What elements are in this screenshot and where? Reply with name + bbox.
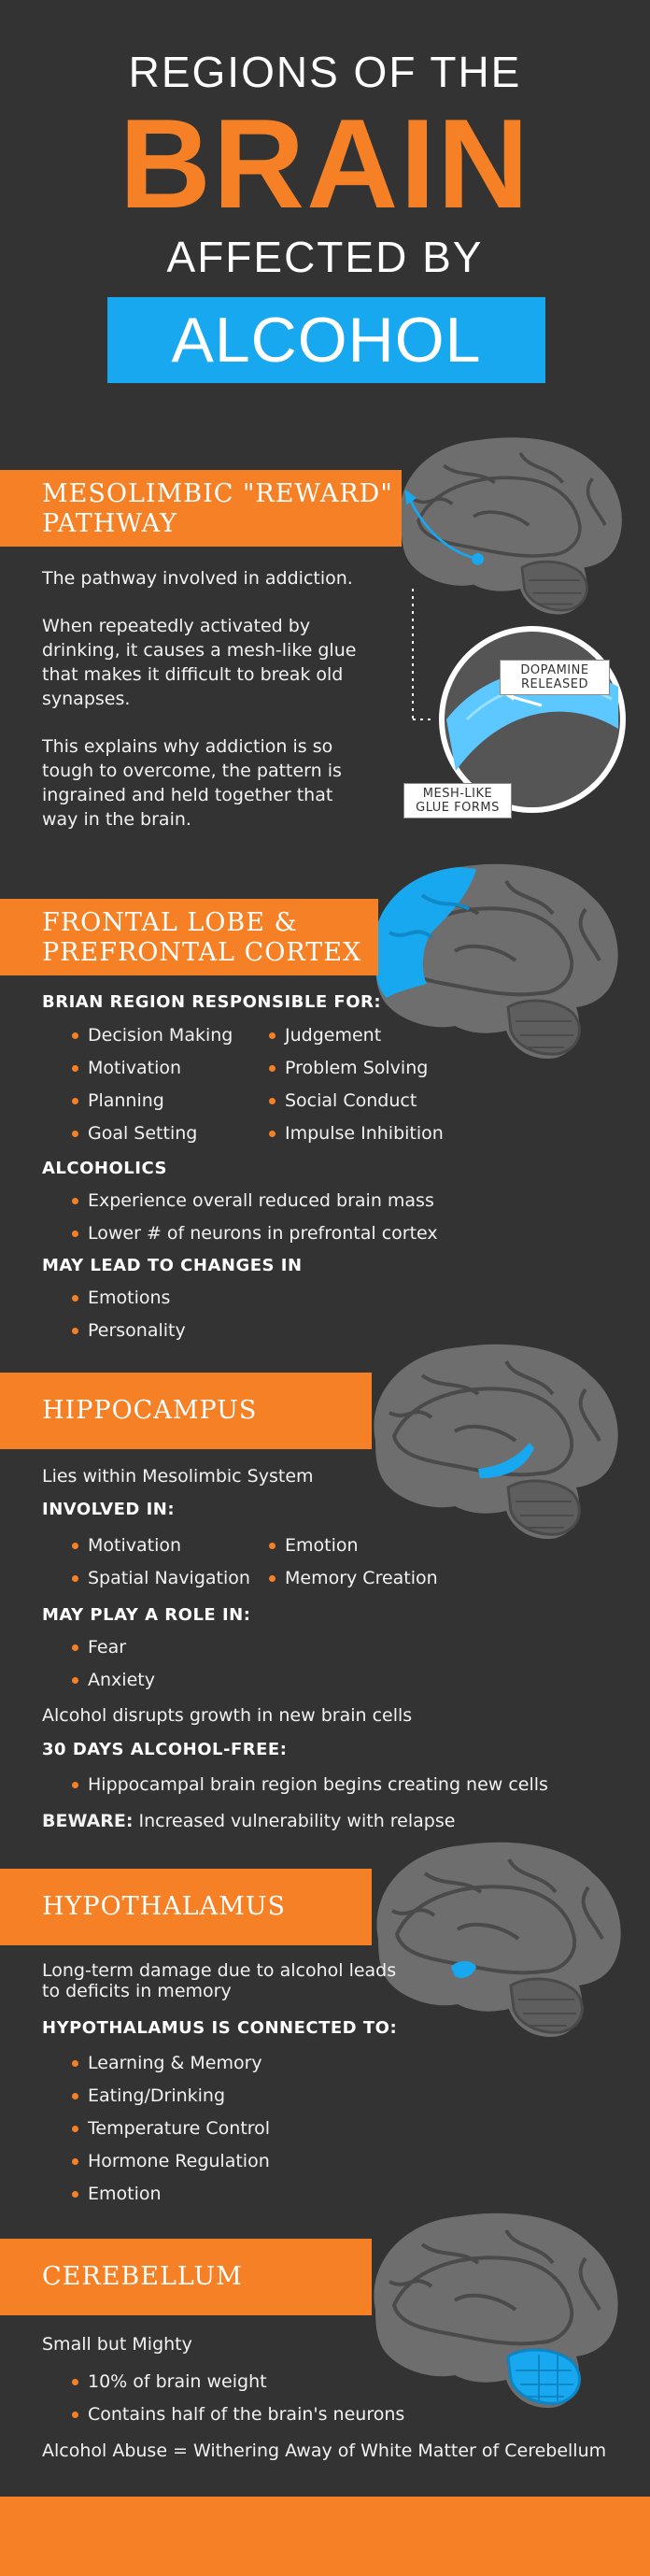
hypothalamus-title-band [0, 1869, 372, 1945]
mesolimbic-p2-line: When repeatedly activated by [42, 616, 311, 636]
list-item: 10% of brain weight [88, 2371, 267, 2392]
mesolimbic-p2 [42, 614, 356, 711]
list-item: Temperature Control [88, 2118, 271, 2139]
mesolimbic-p3-line: This explains why addiction is so [42, 736, 333, 757]
beware-text: Increased vulnerability with relapse [138, 1811, 456, 1831]
list-item: Emotions [88, 1288, 171, 1308]
mesh-tag-line-2: GLUE FORMS [416, 801, 500, 815]
list-item: Hormone Regulation [88, 2151, 270, 2171]
brain-frontal-image [366, 858, 628, 1063]
frontal-heading-alcoholics: ALCOHOLICS [42, 1159, 167, 1178]
brain-hippocampus-image [366, 1338, 628, 1544]
hippocampus-title: HIPPOCAMPUS [42, 1396, 258, 1425]
beware-label: BEWARE: [42, 1811, 134, 1831]
frontal-title-band [0, 899, 378, 975]
mesolimbic-title-band [0, 470, 402, 547]
mesolimbic-title-line-1: MESOLIMBIC "REWARD" [42, 479, 393, 508]
hypothalamus-intro-line: to deficits in memory [42, 1981, 232, 2001]
list-item: Eating/Drinking [88, 2085, 226, 2106]
list-item: Judgement [285, 1025, 382, 1046]
title-line-1: REGIONS OF THE [128, 48, 522, 96]
cerebellum-intro: Small but Mighty [42, 2334, 192, 2355]
hippocampus-heading-involved: INVOLVED IN: [42, 1500, 176, 1519]
list-item: Emotion [285, 1535, 359, 1556]
list-item: Planning [88, 1090, 164, 1111]
brain-cerebellum-image [366, 2207, 628, 2412]
hippocampus-beware [42, 1809, 455, 1833]
title-line-2: BRAIN [119, 93, 531, 235]
list-item: Learning & Memory [88, 2053, 262, 2073]
frontal-heading-responsible: BRIAN REGION RESPONSIBLE FOR: [42, 992, 382, 1012]
list-item: Decision Making [88, 1025, 233, 1046]
frontal-heading-changes: MAY LEAD TO CHANGES IN [42, 1256, 303, 1275]
hippocampus-heading-role: MAY PLAY A ROLE IN: [42, 1605, 251, 1625]
hippocampus-intro: Lies within Mesolimbic System [42, 1466, 314, 1487]
list-item: Memory Creation [285, 1568, 438, 1588]
list-item: Motivation [88, 1058, 182, 1078]
list-item: Hippocampal brain region begins creating new cells [88, 1774, 548, 1795]
list-item: Experience overall reduced brain mass [88, 1190, 434, 1211]
list-item: Lower # of neurons in prefrontal cortex [88, 1223, 438, 1244]
list-item: Spatial Navigation [88, 1568, 250, 1588]
footer-band [0, 2497, 650, 2576]
mesolimbic-p2-line: that makes it difficult to break old [42, 664, 344, 685]
hippocampus-title-band [0, 1373, 372, 1449]
hippocampus-disrupts: Alcohol disrupts growth in new brain cells [42, 1705, 413, 1726]
cerebellum-title-band [0, 2239, 372, 2315]
list-item: Emotion [88, 2184, 162, 2204]
mesolimbic-p3-line: way in the brain. [42, 809, 191, 830]
list-item: Impulse Inhibition [285, 1123, 444, 1144]
mesolimbic-title-line-2: PATHWAY [42, 509, 177, 538]
list-item: Anxiety [88, 1670, 155, 1690]
frontal-title-line-2: PREFRONTAL CORTEX [42, 938, 362, 967]
list-item: Social Conduct [285, 1090, 417, 1111]
hippocampus-heading-30days: 30 DAYS ALCOHOL-FREE: [42, 1740, 288, 1759]
mesh-glue-tag [403, 783, 512, 818]
brain-hypothalamus-image [369, 1836, 630, 2042]
cerebellum-title: CEREBELLUM [42, 2262, 243, 2291]
list-item: Personality [88, 1320, 186, 1341]
dopamine-tag-line-1: DOPAMINE [520, 663, 589, 677]
mesolimbic-p3-line: tough to overcome, the pattern is [42, 761, 342, 781]
mesolimbic-p2-line: synapses. [42, 689, 131, 709]
frontal-title-line-1: FRONTAL LOBE & [42, 908, 298, 937]
dopamine-released-tag [500, 660, 610, 695]
mesolimbic-p3 [42, 734, 342, 832]
hypothalamus-title: HYPOTHALAMUS [42, 1892, 287, 1921]
list-item: Problem Solving [285, 1058, 429, 1078]
list-item: Fear [88, 1637, 127, 1658]
mesh-tag-line-1: MESH-LIKE [422, 787, 493, 801]
list-item: Contains half of the brain's neurons [88, 2404, 405, 2425]
mesolimbic-p3-line: ingrained and held together that [42, 785, 333, 805]
list-item: Motivation [88, 1535, 182, 1556]
mesolimbic-p1: The pathway involved in addiction. [42, 568, 353, 589]
list-item: Goal Setting [88, 1123, 198, 1144]
dopamine-tag-line-2: RELEASED [520, 677, 589, 691]
hypothalamus-intro-line: Long-term damage due to alcohol leads [42, 1960, 397, 1981]
hypothalamus-intro [42, 1960, 396, 2001]
title-line-3: AFFECTED BY [166, 233, 484, 281]
cerebellum-outro: Alcohol Abuse = Withering Away of White Matter of Cerebellum [42, 2441, 607, 2461]
mesolimbic-p2-line: drinking, it causes a mesh-like glue [42, 640, 357, 661]
title-line-4: ALCOHOL [107, 297, 545, 383]
hypothalamus-heading-connected: HYPOTHALAMUS IS CONNECTED TO: [42, 2018, 398, 2038]
